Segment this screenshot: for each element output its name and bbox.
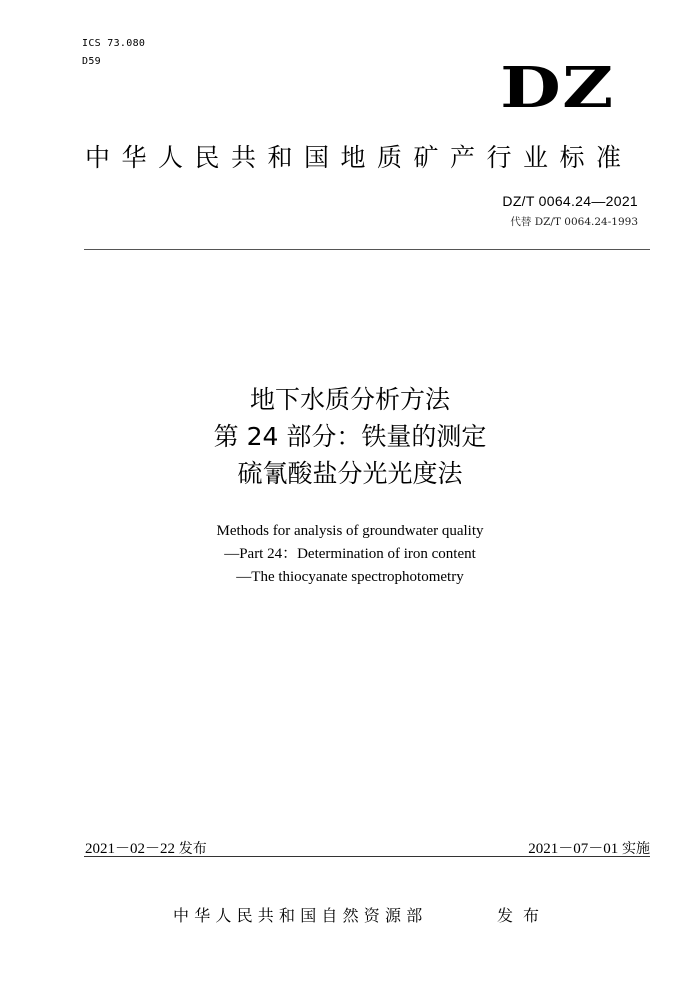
industry-standard-title: 中华人民共和国地质矿产行业标准 (85, 143, 633, 172)
title-cn-line3: 硫氰酸盐分光光度法 (237, 459, 463, 488)
ccs-code: D59 (82, 56, 101, 67)
title-cn-line1: 地下水质分析方法 (249, 385, 450, 414)
top-divider (84, 249, 650, 250)
issuing-authority: 中华人民共和国自然资源部 (173, 906, 428, 925)
ics-code: ICS 73.080 (82, 38, 146, 49)
title-cn-line2: 第 24 部分：铁量的测定 (213, 422, 487, 451)
replaces-standard: 代替 DZ/T 0064.24-1993 (510, 216, 638, 228)
title-en-line2: —Part 24：Determination of iron content (224, 546, 476, 562)
implement-date (528, 837, 650, 858)
publish-date (85, 837, 207, 858)
publish-label: 发布 (178, 841, 207, 857)
standard-number: DZ/T 0064.24—2021 (502, 193, 638, 209)
title-en-line3: —The thiocyanate spectrophotometry (236, 569, 464, 585)
bottom-divider (84, 856, 650, 857)
implement-date-value: 2021－07－01 (528, 841, 619, 857)
dz-logo: DZ (499, 55, 614, 121)
implement-label: 实施 (622, 841, 650, 857)
publish-date-value: 2021－02－22 (85, 841, 176, 857)
issue-label: 发布 (497, 906, 550, 925)
title-en-line1: Methods for analysis of groundwater quality (216, 523, 484, 539)
